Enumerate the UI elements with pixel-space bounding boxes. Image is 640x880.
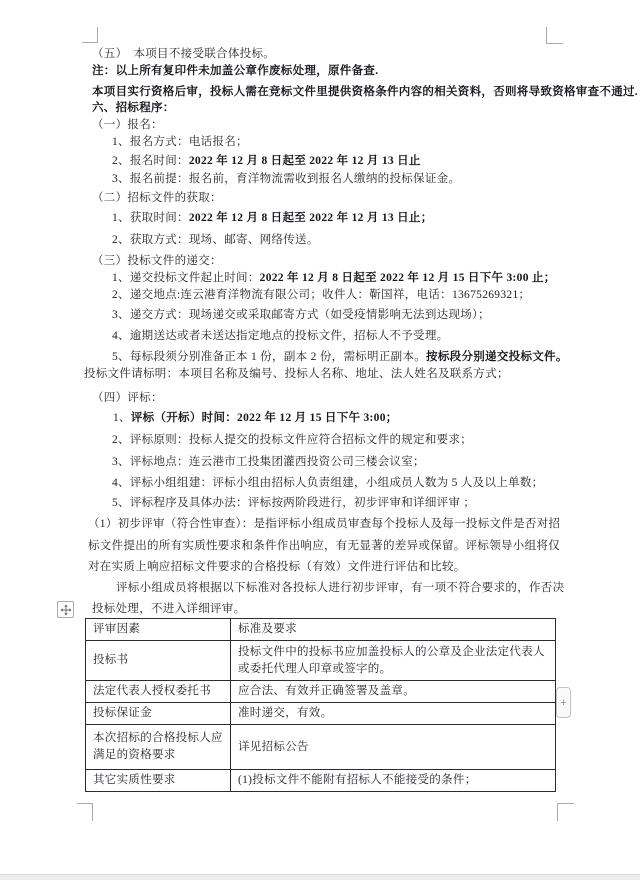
text-run: 对在实质上响应招标文件要求的合格投标（有效）文件进行评估和比较。 xyxy=(88,561,466,573)
text-run: 1、 xyxy=(113,412,131,424)
paragraph-line xyxy=(112,211,433,225)
text-run: 投标处理，不进入详细评审。 xyxy=(92,603,246,615)
paragraph-line xyxy=(112,433,472,447)
paragraph-line xyxy=(92,47,275,61)
cell-factor: 其它实质性要求 xyxy=(86,770,231,792)
plus-icon: + xyxy=(560,696,567,709)
text-run: 3、评标地点：连云港市工投集团灌西投资公司三楼会议室； xyxy=(112,456,425,468)
table-row xyxy=(86,641,556,681)
paragraph-line xyxy=(112,455,425,469)
text-run: 1、报名方式：电话报名； xyxy=(112,136,248,148)
evaluation-criteria-table xyxy=(85,618,556,792)
text-run: （四）评标： xyxy=(92,392,163,404)
table-header-row xyxy=(86,619,556,641)
table-row xyxy=(86,770,556,792)
text-run: 评标小组成员将根据以下标准对各投标人进行初步评审，有一项不符合要求的，作否决 xyxy=(116,582,565,594)
text-run: （五） 本项目不接受联合体投标。 xyxy=(92,48,276,60)
table-row xyxy=(86,703,556,725)
text-run: 2、获取方式：现场、邮寄、网络传送。 xyxy=(112,234,319,246)
margin-crop-mark-top-left xyxy=(82,27,98,43)
text-run: （1）初步评审（符合性审查）：是指评标小组成员审查每个投标人及每一投标文件是否对招 xyxy=(88,518,561,530)
cell-factor: 投标书 xyxy=(86,641,231,681)
paragraph-line xyxy=(112,308,490,322)
table-move-handle[interactable] xyxy=(57,601,74,618)
paragraph-line xyxy=(112,135,248,149)
paragraph-line xyxy=(116,581,564,595)
cell-requirement: (1)投标文件不能附有招标人不能接受的条件； xyxy=(231,770,556,792)
emphasized-text-run: 2022 年 12 月 8 日起至 2022 年 12 月 15 日下午 3:00 止； xyxy=(259,272,556,284)
text-run: 5、评标程序及具体办法：评标按两阶段进行，初步评审和详细评审 ； xyxy=(112,497,476,509)
emphasized-text-run: 2022 年 12 月 8 日起至 2022 年 12 月 13 日止 xyxy=(188,155,421,167)
cell-factor: 投标保证金 xyxy=(86,703,231,725)
cell-factor: 法定代表人授权委托书 xyxy=(86,681,231,703)
paragraph-line xyxy=(112,154,421,168)
paragraph-line xyxy=(112,350,568,364)
paragraph-line xyxy=(92,101,175,115)
column-header-requirement: 标准及要求 xyxy=(231,619,556,641)
text-run: 3、递交方式：现场递交或采取邮寄方式（如受疫情影响无法到达现场）； xyxy=(112,309,490,321)
paragraph-line xyxy=(112,288,530,302)
cell-requirement: 应合法、有效并正确签署及盖章。 xyxy=(231,681,556,703)
paragraph-line xyxy=(88,539,560,553)
move-arrows-icon xyxy=(60,604,72,616)
emphasized-text-run: 评标（开标）时间：2022 年 12 月 15 日下午 3:00； xyxy=(130,412,398,424)
text-run: 4、逾期送达或者未送达指定地点的投标文件，招标人不予受理。 xyxy=(112,330,449,342)
paragraph-line xyxy=(92,64,378,78)
text-run: 2、评标原则：投标人提交的投标文件应符合招标文件的规定和要求； xyxy=(112,434,473,446)
paragraph-line xyxy=(112,476,543,490)
text-run: （三）投标文件的递交： xyxy=(92,255,222,267)
paragraph-line xyxy=(84,367,509,381)
text-run: 1、获取时间： xyxy=(112,212,189,224)
text-run: 1、递交投标文件起止时间： xyxy=(112,272,260,284)
margin-crop-mark-top-right xyxy=(546,27,563,44)
paragraph-line xyxy=(92,391,163,405)
text-run: 2、递交地点:连云港育洋物流有限公司；收件人：靳国祥，电话：13675269321； xyxy=(112,289,531,301)
text-run: 标文件提出的所有实质性要求和条件作出响应，有无显著的差异或保留。评标领导小组将仅 xyxy=(88,540,560,552)
text-run: 3、报名前提：报名前，育洋物流需收到报名人缴纳的投标保证金。 xyxy=(112,173,461,185)
paragraph-line xyxy=(88,560,466,574)
column-header-factor: 评审因素 xyxy=(86,619,231,641)
page-bottom-gap xyxy=(0,874,640,880)
text-run: 2、报名时间： xyxy=(112,155,189,167)
paragraph-line xyxy=(92,602,245,616)
text-run: 投标文件请标明：本项目名称及编号、投标人名称、地址、法人姓名及联系方式； xyxy=(84,368,509,380)
cell-factor: 本次招标的合格投标人应满足的资格要求 xyxy=(86,725,231,770)
paragraph-line xyxy=(92,118,163,132)
emphasized-text-run: 本项目实行资格后审，投标人需在竞标文件里提供资格条件内容的相关资料，否则将导致资格审查不通过. xyxy=(92,86,638,98)
table-insert-button[interactable] xyxy=(556,687,571,718)
cell-requirement: 准时递交，有效。 xyxy=(231,703,556,725)
paragraph-line xyxy=(112,172,460,186)
cell-requirement: 详见招标公告 xyxy=(231,725,556,770)
table-row xyxy=(86,681,556,703)
cell-requirement: 投标文件中的投标书应加盖投标人的公章及企业法定代表人或委托代理人印章或签字的。 xyxy=(231,641,556,681)
text-run: 4、评标小组组建：评标小组由招标人负责组建，小组成员人数为 5 人及以上单数； xyxy=(112,477,544,489)
paragraph-line xyxy=(92,191,222,205)
paragraph-line xyxy=(112,329,448,343)
paragraph-line xyxy=(112,271,556,285)
emphasized-text-run: 2022 年 12 月 8 日起至 2022 年 12 月 13 日止； xyxy=(188,212,433,224)
text-run: （一）报名： xyxy=(92,119,163,131)
text-run: （二）招标文件的获取： xyxy=(92,192,222,204)
paragraph-line xyxy=(92,85,638,99)
text-run: 5、每标段须分别准备正本 1 份，副本 2 份，需标明正副本。 xyxy=(112,351,427,363)
paragraph-line xyxy=(88,517,560,531)
margin-crop-mark-bottom-left xyxy=(77,803,93,821)
margin-crop-mark-bottom-right xyxy=(557,803,574,821)
paragraph-line xyxy=(112,233,319,247)
emphasized-text-run: 六、招标程序： xyxy=(92,102,175,114)
paragraph-line xyxy=(113,411,398,425)
emphasized-text-run: 注：以上所有复印件未加盖公章作废标处理，原件备查. xyxy=(92,65,379,77)
paragraph-line xyxy=(92,254,222,268)
table-row xyxy=(86,725,556,770)
paragraph-line xyxy=(112,496,475,510)
emphasized-text-run: 按标段分别递交投标文件。 xyxy=(426,351,568,363)
